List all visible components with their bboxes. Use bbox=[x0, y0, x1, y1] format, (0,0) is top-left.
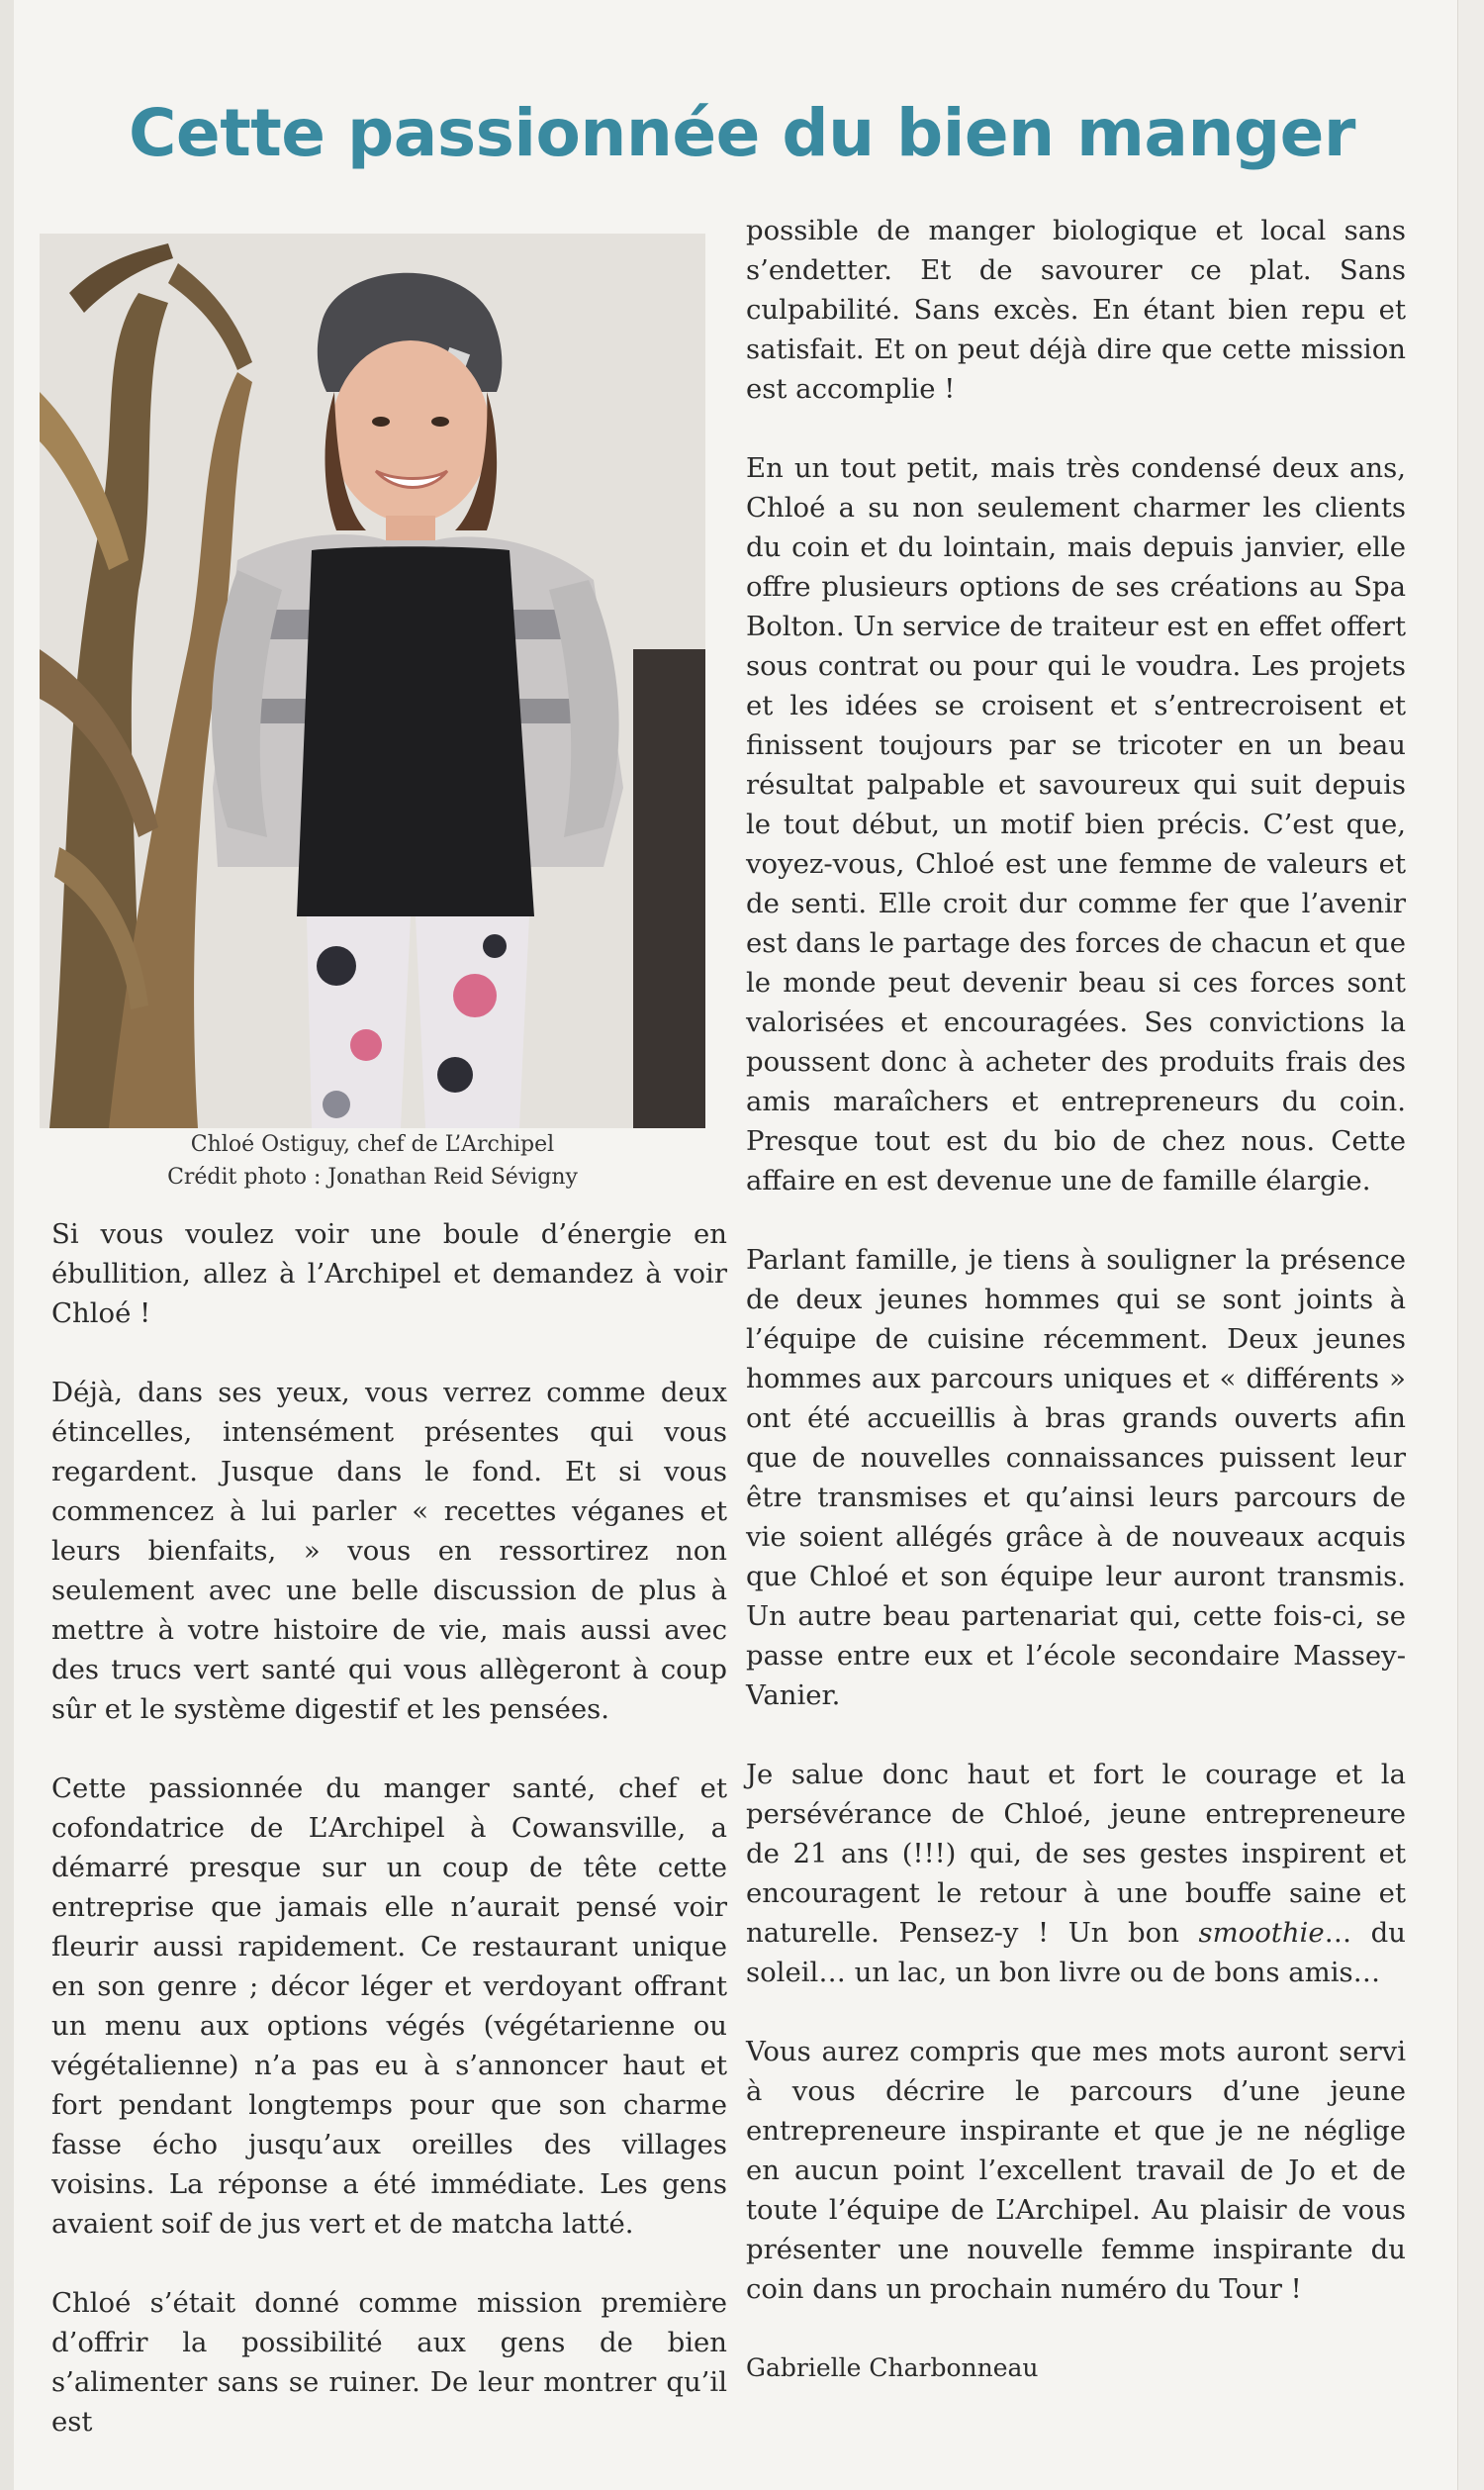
caption-line-1: Chloé Ostiguy, chef de L’Archipel bbox=[190, 1132, 555, 1157]
portrait-photo bbox=[40, 234, 705, 1128]
text-run: Je salue donc haut et fort le courage et la persévérance de Chloé, jeune entrepreneure de 21 ans (!!!) qui, de ses gestes inspirent et encouragent le retour à une bouffe saine et naturelle. Pensez-y ! Un bon bbox=[746, 1759, 1406, 1949]
text-run: … du soleil… un lac, un bon livre ou de bons amis… bbox=[746, 1917, 1407, 1988]
paragraph: Si vous voulez voir une boule d’énergie en ébullition, allez à l’Archipel et demandez à voir Chloé ! bbox=[51, 1218, 727, 1329]
caption-line-2: Crédit photo : Jonathan Reid Sévigny bbox=[167, 1165, 578, 1190]
portrait-illustration bbox=[40, 234, 705, 1128]
leggings-left bbox=[307, 916, 411, 1128]
author-signature: Gabrielle Charbonneau bbox=[746, 2353, 1039, 2382]
black-top bbox=[297, 546, 534, 916]
emphasis-smoothie: smoothie bbox=[1198, 1917, 1325, 1949]
paragraph: possible de manger biologique et local sans s’endetter. Et de savourer ce plat. Sans culpabilité. Sans excès. En étant bien repu et satisfait. Et on peut déjà dire que cette mission est accomplie ! bbox=[746, 215, 1406, 405]
page-edge-right bbox=[1457, 0, 1484, 2490]
paragraph: Chloé s’était donné comme mission première d’offrir la possibilité aux gens de bien s’alimenter sans se ruiner. De leur montrer qu’il est bbox=[51, 2287, 727, 2438]
paragraph: Déjà, dans ses yeux, vous verrez comme deux étincelles, intensément présentes qui vous regardent. Jusque dans le fond. Et si vous commencez à lui parler « recettes véganes et leurs bienfaits, » vous en ressortirez non seulement avec une belle discussion de plus à mettre à votre histoire de vie, mais aussi avec des trucs vert santé qui vous allègeront à coup sûr et le système digestif et les pensées. bbox=[51, 1377, 727, 1725]
leggings-right bbox=[416, 916, 529, 1128]
photo-caption bbox=[40, 1128, 705, 1194]
paragraph: Vous aurez compris que mes mots auront servi à vous décrire le parcours d’une jeune entrepreneure inspirante et que je ne néglige en aucun point l’excellent travail de Jo et de toute l’équipe de L’Archipel. Au plaisir de vous présenter une nouvelle femme inspirante du coin dans un prochain numéro du Tour ! bbox=[746, 2036, 1406, 2305]
paragraph: En un tout petit, mais très condensé deux ans, Chloé a su non seulement charmer les clients du coin et du lointain, mais depuis janvier, elle offre plusieurs options de ses créations au Spa Bolton. Un service de traiteur est en effet offert sous contrat ou pour qui le voudra. Les projets et les idées se croisent et s’entrecroisent et finissent toujours par se tricoter en un beau résultat palpable et savoureux qui suit depuis le tout début, un motif bien précis. C’est que, voyez-vous, Chloé est une femme de valeurs et de senti. Elle croit dur comme fer que l’avenir est dans le partage des forces de chacun et que le monde peut devenir beau si ces forces sont valorisées et encouragées. Ses convictions la poussent donc à acheter des produits frais des amis maraîchers et entrepreneurs du coin. Presque tout est du bio de chez nous. Cette affaire en est devenue une de famille élargie. bbox=[746, 452, 1406, 1197]
right-column bbox=[746, 211, 1406, 2428]
paragraph: Cette passionnée du manger santé, chef et cofondatrice de L’Archipel à Cowansville, a démarré presque sur un coup de tête cette entreprise que jamais elle n’aurait pensé voir fleurir aussi rapidement. Ce restaurant unique en son genre ; décor léger et verdoyant offrant un menu aux options végés (végétarienne ou végétalienne) n’a pas eu à s’annoncer haut et fort pendant longtemps pour que son charme fasse écho jusqu’aux oreilles des villages voisins. La réponse a été immédiate. Les gens avaient soif de jus vert et de matcha latté. bbox=[51, 1772, 727, 2240]
face bbox=[331, 340, 490, 523]
paragraph bbox=[746, 1755, 1406, 1992]
page-edge-left bbox=[0, 0, 14, 2490]
left-column bbox=[51, 1214, 727, 2481]
paragraph: Parlant famille, je tiens à souligner la présence de deux jeunes hommes qui se sont joints à l’équipe de cuisine récemment. Deux jeunes hommes aux parcours uniques et « différents » ont été accueillis à bras grands ouverts afin que de nouvelles connaissances puissent leur être transmises et qu’ainsi leurs parcours de vie soient allégés grâce à de nouveaux acquis que Chloé et son équipe leur auront transmis. Un autre beau partenariat qui, cette fois-ci, se passe entre eux et l’école secondaire Massey-Vanier. bbox=[746, 1244, 1406, 1711]
article-headline: Cette passionnée du bien manger bbox=[129, 95, 1355, 171]
